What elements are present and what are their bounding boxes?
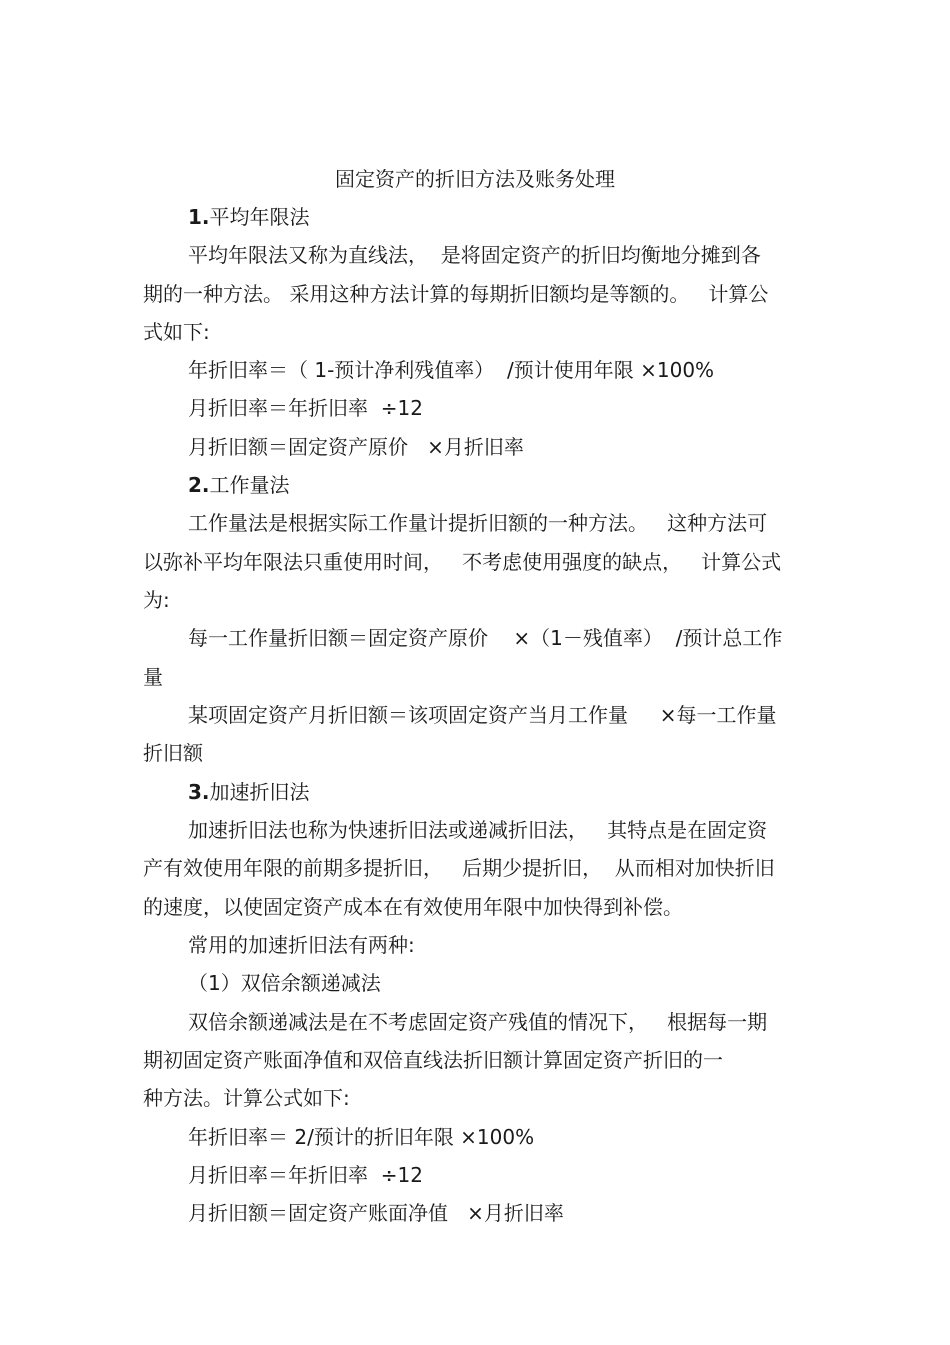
section-2-formula-monthly-amount-line-1: 某项固定资产月折旧额＝该项固定资产当月工作量 ×每一工作量 xyxy=(188,703,777,727)
section-3-sub-1-paragraph-line-1: 双倍余额递减法是在不考虑固定资产残值的情况下， 根据每一期 xyxy=(188,1010,768,1034)
section-1-formula-annual-rate: 年折旧率＝（ 1-预计净利残值率） /预计使用年限 ×100% xyxy=(188,358,715,382)
section-3-sub-1-paragraph-line-3: 种方法。计算公式如下: xyxy=(143,1086,350,1110)
section-3-heading-text: 加速折旧法 xyxy=(209,780,310,804)
section-1-heading xyxy=(188,202,310,232)
section-3-paragraph-line-2: 产有效使用年限的前期多提折旧， 后期少提折旧， 从而相对加快折旧 xyxy=(143,856,775,880)
section-2-formula-unit-amount-line-1: 每一工作量折旧额＝固定资产原价 ×（1－残值率） /预计总工作 xyxy=(188,626,783,650)
section-2-paragraph-line-1: 工作量法是根据实际工作量计提折旧额的一种方法。 这种方法可 xyxy=(188,511,768,535)
section-2-number: 2. xyxy=(188,473,210,497)
section-1-paragraph-line-2: 期的一种方法。 采用这种方法计算的每期折旧额均是等额的。 计算公 xyxy=(143,282,769,306)
section-1-heading-text: 平均年限法 xyxy=(209,205,310,229)
section-3-paragraph-line-3: 的速度，以使固定资产成本在有效使用年限中加快得到补偿。 xyxy=(143,895,683,919)
section-3-number: 3. xyxy=(188,780,210,804)
section-2-formula-monthly-amount-line-2: 折旧额 xyxy=(143,741,203,765)
section-1-paragraph-line-3: 式如下: xyxy=(143,320,210,344)
section-1-number: 1. xyxy=(188,205,210,229)
section-2-paragraph-line-3: 为: xyxy=(143,588,170,612)
section-2-heading xyxy=(188,470,290,500)
section-3-sub-1-paragraph-line-2: 期初固定资产账面净值和双倍直线法折旧额计算固定资产折旧的一 xyxy=(143,1048,723,1072)
section-3-formula-monthly-rate: 月折旧率＝年折旧率 ÷12 xyxy=(188,1163,423,1187)
section-3-formula-monthly-amount: 月折旧额＝固定资产账面净值 ×月折旧率 xyxy=(188,1201,564,1225)
section-1-formula-monthly-rate: 月折旧率＝年折旧率 ÷12 xyxy=(188,396,423,420)
document-title: 固定资产的折旧方法及账务处理 xyxy=(335,167,615,191)
section-2-formula-unit-amount-line-2: 量 xyxy=(143,665,163,689)
section-2-paragraph-line-2: 以弥补平均年限法只重使用时间， 不考虑使用强度的缺点， 计算公式 xyxy=(143,550,782,574)
section-1-formula-monthly-amount: 月折旧额＝固定资产原价 ×月折旧率 xyxy=(188,435,524,459)
section-3-intro: 常用的加速折旧法有两种: xyxy=(188,933,415,957)
section-3-formula-annual-rate: 年折旧率＝ 2/预计的折旧年限 ×100% xyxy=(188,1125,535,1149)
section-2-heading-text: 工作量法 xyxy=(209,473,290,497)
section-3-sub-1-heading: （1）双倍余额递减法 xyxy=(188,971,381,995)
section-3-paragraph-line-1: 加速折旧法也称为快速折旧法或递减折旧法， 其特点是在固定资 xyxy=(188,818,768,842)
section-3-heading xyxy=(188,777,310,807)
section-1-paragraph-line-1: 平均年限法又称为直线法， 是将固定资产的折旧均衡地分摊到各 xyxy=(188,243,761,267)
